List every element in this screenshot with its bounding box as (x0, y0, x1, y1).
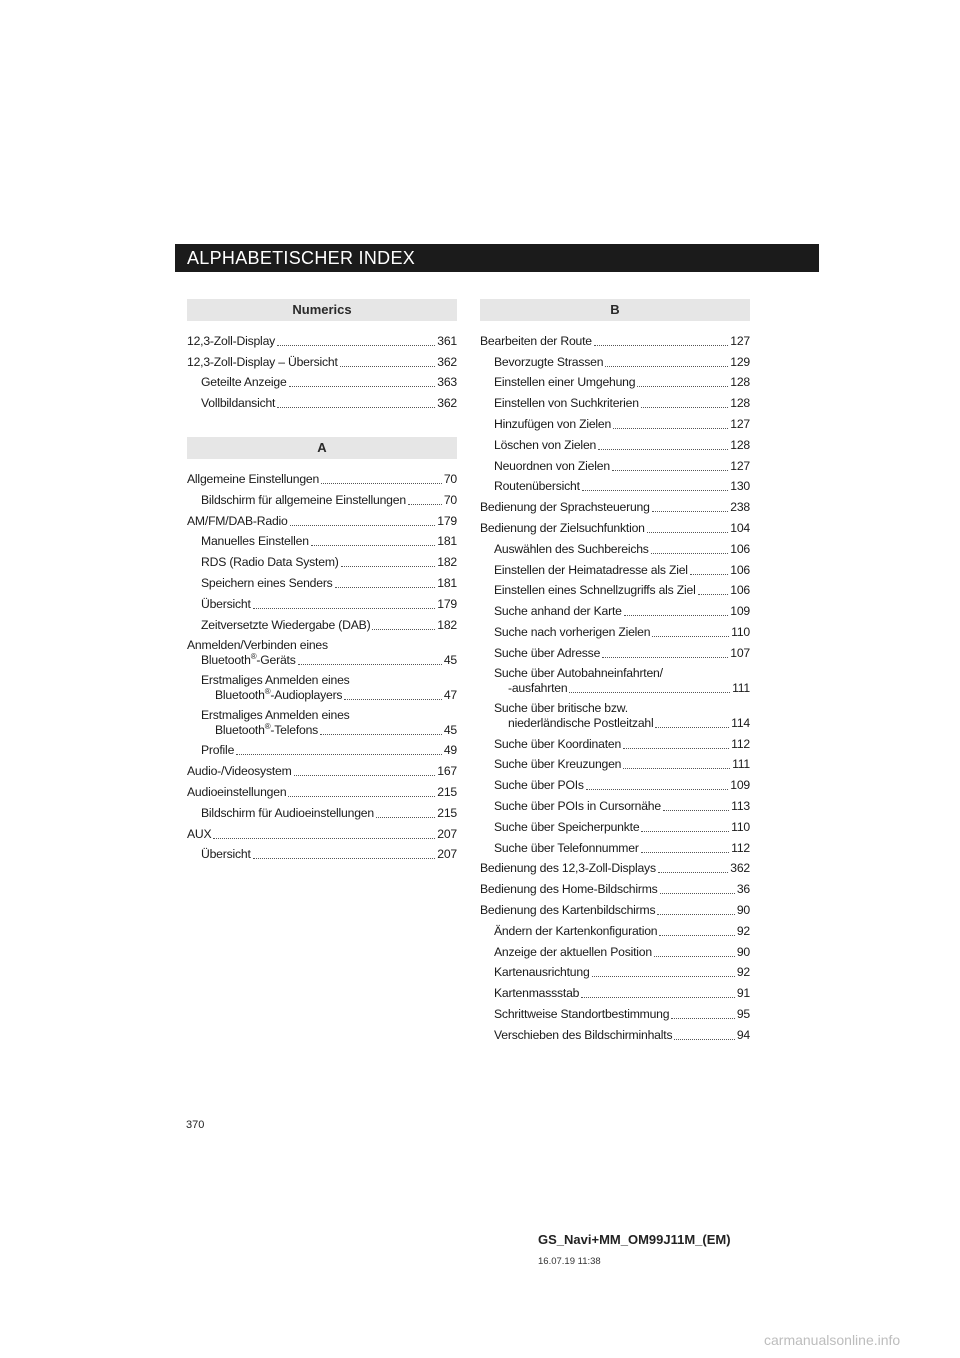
index-subentry[interactable]: Suche über Kreuzungen 111 (494, 757, 750, 772)
index-subentry[interactable]: Einstellen eines Schnellzugriffs als Ziel 106 (494, 583, 750, 598)
index-subentry[interactable]: Übersicht 179 (201, 596, 457, 611)
section-heading-a: A (187, 437, 457, 459)
site-watermark: carmanualsonline.info (764, 1332, 901, 1348)
index-subentry[interactable]: RDS (Radio Data System) 182 (201, 555, 457, 570)
index-subentry[interactable]: Suche über POIs 109 (494, 778, 750, 793)
section-heading-numerics: Numerics (187, 299, 457, 321)
page-number: 370 (186, 1119, 205, 1131)
index-subentry[interactable]: Bildschirm für Audioeinstellungen 215 (201, 805, 457, 820)
index-subentry-multiline[interactable]: Erstmaliges Anmelden eines Bluetooth®-Audioplayers 47 (201, 672, 457, 702)
index-subentry[interactable]: Verschieben des Bildschirminhalts 94 (494, 1027, 750, 1042)
index-subentry[interactable]: Suche anhand der Karte 109 (494, 604, 750, 619)
index-subentry[interactable]: Einstellen der Heimatadresse als Ziel 106 (494, 562, 750, 577)
index-column-right (480, 299, 750, 1043)
index-subentry[interactable]: Suche nach vorherigen Zielen 110 (494, 624, 750, 639)
index-subentry[interactable]: Suche über Adresse 107 (494, 645, 750, 660)
index-entry[interactable]: Bedienung der Zielsuchfunktion 104 (480, 520, 750, 535)
index-subentry[interactable]: Suche über POIs in Cursornähe 113 (494, 798, 750, 813)
index-subentry[interactable]: Vollbildansicht 362 (201, 396, 457, 411)
index-subentry[interactable]: Suche über Speicherpunkte 110 (494, 819, 750, 834)
index-entry[interactable]: Bedienung des Kartenbildschirms 90 (480, 902, 750, 917)
index-entry-multiline[interactable]: Anmelden/Verbinden eines Bluetooth®-Geräts 45 (187, 637, 457, 667)
brand-name: Bluetooth (215, 722, 265, 737)
index-entry[interactable]: Audio-/Videosystem 167 (187, 764, 457, 779)
index-subentry[interactable]: Einstellen von Suchkriterien 128 (494, 396, 750, 411)
index-subentry[interactable]: Manuelles Einstellen 181 (201, 534, 457, 549)
index-subentry[interactable]: Anzeige der aktuellen Position 90 (494, 944, 750, 959)
index-entry[interactable]: AUX 207 (187, 826, 457, 841)
index-subentry[interactable]: Ändern der Kartenkonfiguration 92 (494, 923, 750, 938)
index-subentry[interactable]: Zeitversetzte Wiedergabe (DAB) 182 (201, 617, 457, 632)
print-timestamp: 16.07.19 11:38 (538, 1256, 601, 1267)
index-title: ALPHABETISCHER INDEX (187, 248, 416, 268)
index-column-left (187, 299, 457, 862)
index-entry[interactable]: Bedienung der Sprachsteuerung 238 (480, 500, 750, 515)
index-subentry[interactable]: Hinzufügen von Zielen 127 (494, 416, 750, 431)
index-subentry[interactable]: Routenübersicht 130 (494, 479, 750, 494)
index-subentry[interactable]: Einstellen einer Umgehung 128 (494, 375, 750, 390)
index-subentry[interactable]: Kartenausrichtung 92 (494, 965, 750, 980)
index-subentry[interactable]: Bildschirm für allgemeine Einstellungen 70 (201, 492, 457, 507)
index-subentry[interactable]: Löschen von Zielen 128 (494, 437, 750, 452)
index-subentry[interactable]: Geteilte Anzeige 363 (201, 375, 457, 390)
index-subentry[interactable]: Übersicht 207 (201, 847, 457, 862)
index-subentry[interactable]: Neuordnen von Zielen 127 (494, 458, 750, 473)
index-subentry[interactable]: Suche über Koordinaten 112 (494, 736, 750, 751)
index-subentry[interactable]: Schrittweise Standortbestimmung 95 (494, 1006, 750, 1021)
index-subentry[interactable]: Kartenmassstab 91 (494, 986, 750, 1001)
index-entry[interactable]: Allgemeine Einstellungen 70 (187, 471, 457, 486)
index-subentry-multiline[interactable]: Suche über britische bzw. niederländische Postleitzahl 114 (494, 700, 750, 730)
index-entry[interactable]: Audioeinstellungen 215 (187, 784, 457, 799)
index-subentry-multiline[interactable]: Erstmaliges Anmelden eines Bluetooth®-Telefons 45 (201, 707, 457, 737)
brand-name: Bluetooth (215, 687, 265, 702)
index-entry[interactable]: Bedienung des Home-Bildschirms 36 (480, 882, 750, 897)
index-entry[interactable]: Bearbeiten der Route 127 (480, 333, 750, 348)
index-subentry[interactable]: Auswählen des Suchbereichs 106 (494, 541, 750, 556)
index-subentry[interactable]: Profile 49 (201, 743, 457, 758)
section-heading-b: B (480, 299, 750, 321)
index-entry[interactable]: AM/FM/DAB-Radio 179 (187, 513, 457, 528)
index-subentry[interactable]: Speichern eines Senders 181 (201, 575, 457, 590)
brand-name: Bluetooth (201, 652, 251, 667)
index-subentry-multiline[interactable]: Suche über Autobahneinfahrten/ -ausfahrten 111 (494, 665, 750, 695)
index-subentry[interactable]: Bevorzugte Strassen 129 (494, 354, 750, 369)
index-entry[interactable]: Bedienung des 12,3-Zoll-Displays 362 (480, 861, 750, 876)
document-code: GS_Navi+MM_OM99J11M_(EM) (538, 1232, 731, 1247)
index-entry[interactable]: 12,3-Zoll-Display 361 (187, 333, 457, 348)
index-subentry[interactable]: Suche über Telefonnummer 112 (494, 840, 750, 855)
index-header-banner (175, 244, 819, 272)
index-entry[interactable]: 12,3-Zoll-Display – Übersicht 362 (187, 354, 457, 369)
